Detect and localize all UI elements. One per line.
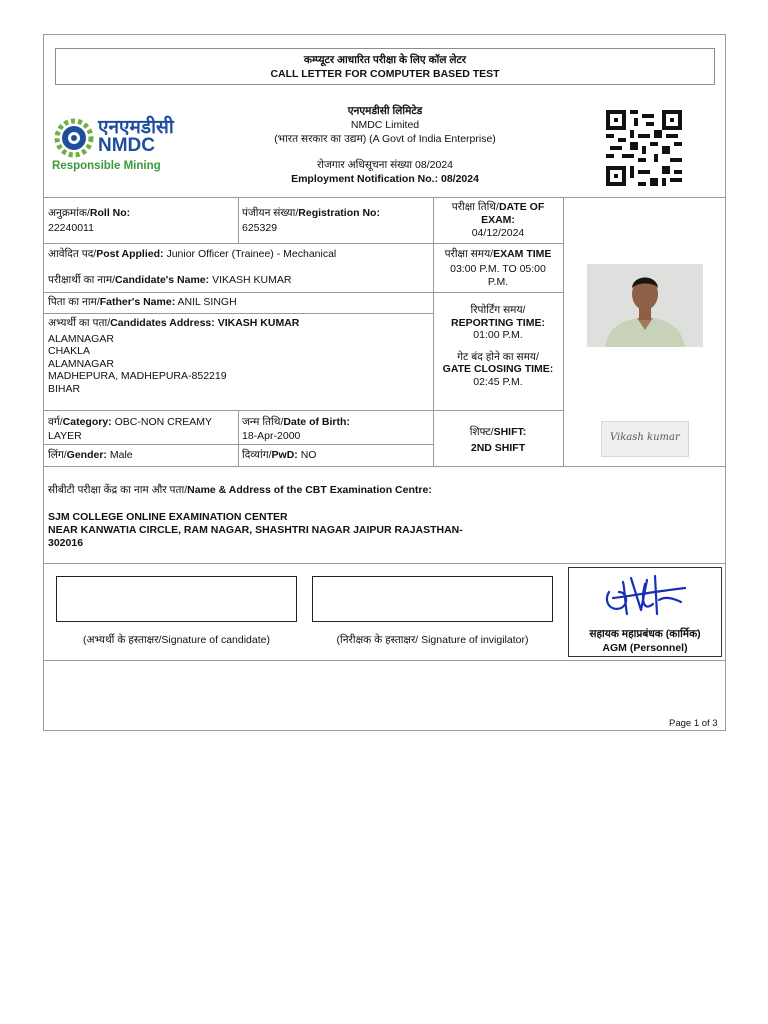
table-divider [43, 243, 434, 244]
exam-date-label-english-2: EXAM: [481, 214, 515, 226]
candidate-photo [587, 264, 703, 347]
table-divider [238, 410, 239, 466]
candidate-signature-caption: (अभ्यर्थी के हस्ताक्षर/Signature of candidate) [83, 634, 270, 646]
agm-title [569, 627, 721, 655]
invigilator-signature-caption: (निरीक्षक के हस्ताक्षर/ Signature of invigilator) [336, 634, 529, 646]
table-divider [43, 292, 434, 293]
org-info [230, 104, 540, 186]
exam-time-label-hindi: परीक्षा समय/ [444, 248, 494, 260]
post-label-hindi: आवेदित पद/ [48, 248, 97, 260]
cbt-centre-section [48, 484, 718, 550]
exam-time-value: 03:00 P.M. TO 05:00 [450, 263, 546, 275]
reg-value: 625329 [242, 222, 278, 234]
address-cell [48, 317, 428, 395]
name-value: VIKASH KUMAR [212, 274, 292, 286]
qr-code-icon [606, 110, 682, 186]
roll-label-english: Roll No: [89, 207, 131, 219]
category-label-hindi: वर्ग/ [48, 416, 63, 428]
reporting-label-english: REPORTING TIME: [451, 316, 545, 329]
org-name-hindi: एनएमडीसी लिमिटेड [347, 105, 423, 117]
section-divider [43, 660, 726, 661]
pwd-value: NO [300, 449, 317, 461]
exam-time-cell [434, 248, 562, 289]
address-label-english: Candidates Address: [110, 317, 215, 329]
shift-cell [434, 425, 562, 455]
table-divider [43, 313, 434, 314]
logo-tagline: Responsible Mining [52, 160, 161, 172]
title-hindi: कम्प्यूटर आधारित परीक्षा के लिए कॉल लेटर [303, 54, 467, 66]
post-applied-cell [48, 248, 428, 287]
call-letter-title-box [55, 48, 715, 85]
shift-value: 2ND SHIFT [470, 442, 526, 454]
section-divider [43, 563, 726, 564]
logo-text-hindi: एनएमडीसी [98, 117, 174, 138]
centre-line-3: 302016 [48, 537, 84, 549]
shift-label-hindi: शिफ्ट/ [469, 426, 494, 438]
reporting-label-hindi: रिपोर्टिंग समय/ [470, 304, 526, 316]
table-divider [563, 197, 564, 466]
gender-label-hindi: लिंग/ [48, 449, 67, 461]
address-label-hindi: अभ्यर्थी का पता/ [48, 317, 111, 329]
category-cell [48, 415, 236, 443]
gate-label-hindi: गेट बंद होने का समय/ [457, 350, 539, 363]
address-line: CHAKLA [48, 345, 91, 357]
notification-hindi: रोजगार अधिसूचना संख्या 08/2024 [317, 159, 453, 171]
dob-label-english: Date of Birth: [283, 416, 350, 428]
gender-value: Male [109, 449, 133, 461]
reporting-value: 01:00 P.M. [473, 329, 523, 341]
enterprise-hindi: (भारत सरकार का उद्यम) [274, 133, 367, 145]
address-name: VIKASH KUMAR [217, 317, 300, 329]
table-bottom-border [43, 466, 726, 467]
enterprise-english: (A Govt of India Enterprise) [369, 133, 496, 145]
father-name-cell [48, 296, 237, 309]
table-divider [433, 243, 563, 244]
reporting-time-cell [434, 304, 562, 388]
roll-label-hindi: अनुक्रमांक/ [48, 207, 90, 219]
candidate-handwritten-signature [601, 421, 689, 457]
org-name-english: NMDC Limited [350, 119, 420, 131]
title-english: CALL LETTER FOR COMPUTER BASED TEST [270, 68, 500, 80]
table-divider [433, 292, 563, 293]
gate-value: 02:45 P.M. [473, 375, 523, 388]
candidate-signature-box [56, 576, 297, 622]
table-divider [43, 410, 563, 411]
agm-signature-box [568, 567, 722, 657]
exam-date-cell [434, 201, 562, 240]
pwd-cell [242, 449, 316, 462]
name-label-english: Candidate's Name: [115, 274, 210, 286]
father-label-hindi: पिता का नाम/ [48, 296, 100, 308]
category-value: OBC-NON CREAMY [114, 416, 213, 428]
agm-title-english: AGM (Personnel) [602, 642, 688, 654]
category-label-english: Category: [62, 416, 112, 428]
table-top-border [43, 197, 726, 198]
pwd-label-english: PwD: [271, 449, 298, 461]
pwd-label-hindi: दिव्यांग/ [242, 449, 272, 461]
post-label-english: Post Applied: [96, 248, 164, 260]
dob-value: 18-Apr-2000 [242, 430, 301, 442]
gear-icon [52, 116, 96, 160]
exam-date-label-english: DATE OF [498, 201, 545, 213]
gender-cell [48, 449, 133, 462]
nmdc-logo [52, 116, 182, 176]
father-label-english: Father's Name: [99, 296, 176, 308]
address-line: BIHAR [48, 382, 81, 395]
father-value: ANIL SINGH [177, 296, 237, 308]
logo-text-english: NMDC [98, 135, 155, 156]
category-value-2: LAYER [48, 430, 82, 442]
centre-line-2: NEAR KANWATIA CIRCLE, RAM NAGAR, SHASHTRI NAGAR JAIPUR RAJASTHAN- [48, 524, 463, 536]
centre-label-english: Name & Address of the CBT Examination Centre: [187, 484, 432, 496]
exam-time-label-english: EXAM TIME [493, 248, 552, 260]
dob-cell [242, 415, 350, 443]
reg-label-english: Registration No: [298, 207, 380, 219]
name-label-hindi: परीक्षार्थी का नाम/ [48, 274, 116, 286]
agm-signature-icon [601, 570, 691, 626]
roll-value: 22240011 [48, 222, 94, 234]
agm-title-hindi: सहायक महाप्रबंधक (कार्मिक) [589, 628, 701, 640]
address-line: ALAMNAGAR [48, 357, 114, 370]
table-divider [238, 197, 239, 243]
shift-label-english: SHIFT: [493, 426, 527, 438]
page-number: Page 1 of 3 [669, 718, 718, 729]
invigilator-signature-box [312, 576, 553, 622]
gender-label-english: Gender: [66, 449, 107, 461]
exam-date-label-hindi: परीक्षा तिथि/ [451, 201, 499, 213]
gate-label-english: GATE CLOSING TIME: [442, 363, 554, 375]
centre-line-1: SJM COLLEGE ONLINE EXAMINATION CENTER [48, 511, 288, 523]
address-line: ALAMNAGAR [48, 332, 114, 345]
post-value: Junior Officer (Trainee) - Mechanical [166, 248, 337, 260]
roll-number-cell [48, 207, 130, 235]
exam-time-value-2: P.M. [487, 276, 509, 288]
notification-english: Employment Notification No.: 08/2024 [291, 173, 479, 185]
registration-cell [242, 207, 380, 235]
dob-label-hindi: जन्म तिथि/ [242, 416, 284, 428]
handwritten-signature-text: Vikash kumar [610, 432, 680, 443]
reg-label-hindi: पंजीयन संख्या/ [242, 207, 299, 219]
address-line: MADHEPURA, MADHEPURA-852219 [48, 370, 227, 382]
exam-date-value: 04/12/2024 [471, 227, 525, 239]
centre-label-hindi: सीबीटी परीक्षा केंद्र का नाम और पता/ [48, 484, 188, 496]
